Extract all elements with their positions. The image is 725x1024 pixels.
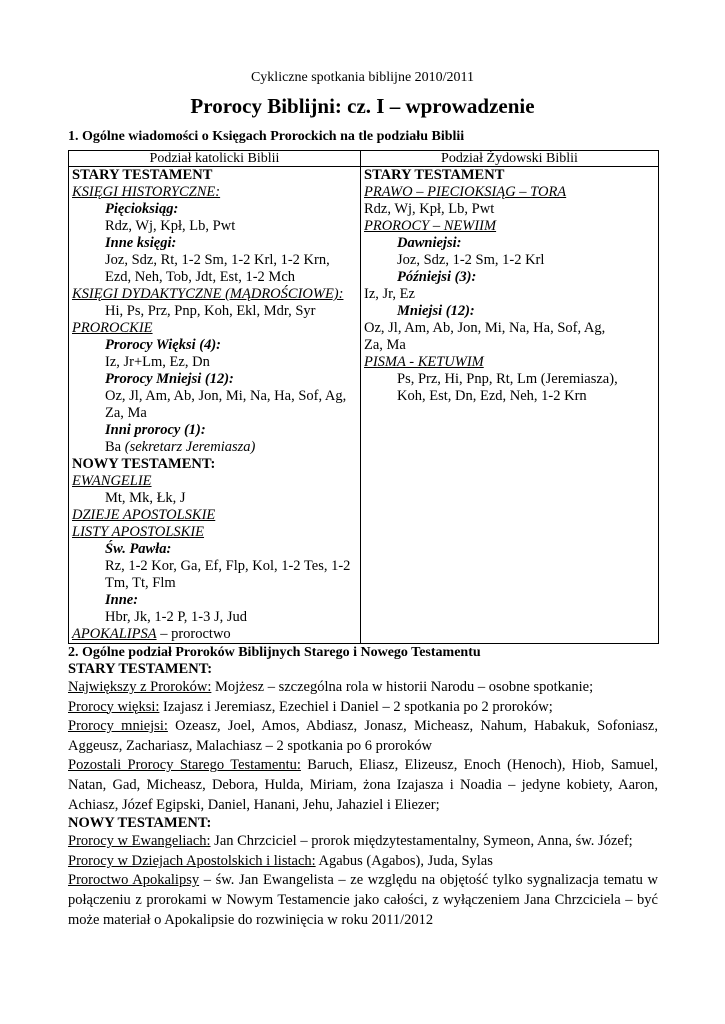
letters-heading: LISTY APOSTOLSKIE (72, 524, 205, 540)
other-books-heading: Inne księgi: (105, 235, 177, 251)
nt-heading: NOWY TESTAMENT: (72, 456, 216, 472)
other-letters-heading: Inne: (105, 592, 139, 608)
gospels-heading: EWANGELIE (72, 473, 152, 489)
minor-prophets-label: Prorocy mniejsi: (68, 718, 168, 735)
gospel-prophets-label: Prorocy w Ewangeliach: (68, 833, 211, 850)
paragraph-greatest-prophet (68, 678, 658, 698)
didactic-books-heading: KSIĘGI DYDAKTYCZNE (MĄDROŚCIOWE): (72, 286, 344, 302)
gospels-list: Mt, Mk, Łk, J (105, 490, 186, 506)
torah-heading: PRAWO – PIECIOKSIĄG – TORA (364, 184, 567, 200)
greatest-prophet-text: Mojżesz – szczególna rola w historii Narodu – osobne spotkanie; (211, 679, 594, 695)
section1-title: 1. Ogólne wiadomości o Księgach Prorockich na tle podziału Biblii (68, 129, 465, 144)
apocalypse-text: – św. Jan Ewangelista – ze względu na objętość tylko sygnalizacja tematu w połączeniu z prorokami w Nowym Testamencie jako całości, z wyłączeniem Jana Chrzciciela – być może materiał o Apokalipsie do rozwinięcia w roku 2011/2012 (68, 872, 659, 928)
gospel-prophets-text: Jan Chrzciciel – prorok międzytestamentalny, Symeon, Anna, św. Józef; (210, 833, 633, 850)
catholic-column (69, 167, 361, 644)
pentateuch-list: Rdz, Wj, Kpł, Lb, Pwt (105, 218, 236, 234)
paul-letters-list-2: Tm, Tt, Flm (105, 575, 176, 591)
paragraph-major-prophets (68, 698, 658, 718)
greatest-prophet-label: Największy z Proroków: (68, 679, 212, 695)
jewish-column (361, 167, 659, 644)
jewish-ot-heading: STARY TESTAMENT (364, 167, 505, 183)
minor-prophets-list-1: Oz, Jl, Am, Ab, Jon, Mi, Na, Ha, Sof, Ag, (105, 388, 347, 404)
col-header-catholic: Podział katolicki Biblii (69, 151, 361, 167)
other-books-list-2: Ezd, Neh, Tob, Jdt, Est, 1-2 Mch (105, 269, 296, 285)
pentateuch-heading: Pięcioksiąg: (105, 201, 179, 217)
ketuvim-heading: PISMA - KETUWIM (364, 354, 484, 370)
later-prophets-list: Iz, Jr, Ez (364, 286, 415, 302)
minor-prophets-list-2: Za, Ma (105, 405, 147, 421)
later-prophets-heading: Późniejsi (3): (397, 269, 477, 285)
other-books-list-1: Joz, Sdz, Rt, 1-2 Sm, 1-2 Krl, 1-2 Krn, (105, 252, 330, 268)
acts-heading: DZIEJE APOSTOLSKIE (72, 507, 216, 523)
other-prophets-heading: Inni prorocy (1): (105, 422, 206, 438)
major-prophets-heading: Prorocy Więksi (4): (105, 337, 221, 353)
historical-books-heading: KSIĘGI HISTORYCZNE: (72, 184, 221, 200)
other-prophets-list (72, 439, 357, 456)
other-letters-list: Hbr, Jk, 1-2 P, 1-3 J, Jud (105, 609, 248, 625)
ketuvim-list-1: Ps, Prz, Hi, Pnp, Rt, Lm (Jeremiasza), (397, 371, 618, 387)
paul-letters-heading: Św. Pawła: (105, 541, 172, 557)
paul-letters-list-1: Rz, 1-2 Kor, Ga, Ef, Flp, Kol, 1-2 Tes, 1-2 (105, 558, 351, 574)
paragraph-acts-prophets (68, 852, 658, 872)
apocalypse-heading: APOKALIPSA (72, 626, 157, 642)
other-ot-prophets-text: Baruch, Eliasz, Elizeusz, Enoch (Henoch), Hiob, Samuel, Natan, Gad, Micheasz, Debora, Hulda, Miriam, żona Izajasza i Noadia – jedyne kobiety, Aaron, Achiasz, Józef Egipski, Daniel, Hanani, Jehu, Jahaziel i Eliezer; (68, 757, 659, 813)
major-prophets-text: Izajasz i Jeremiasz, Ezechiel i Daniel – 2 spotkania po 2 proroków; (159, 698, 553, 715)
section2 (68, 644, 658, 930)
major-prophets-label: Prorocy więksi: (68, 698, 160, 715)
section2-ot-heading: STARY TESTAMENT: (68, 661, 213, 677)
col-header-jewish: Podział Żydowski Biblii (361, 151, 659, 167)
acts-prophets-label: Prorocy w Dziejach Apostolskich i listach: (68, 852, 316, 869)
ot-heading: STARY TESTAMENT (72, 167, 213, 183)
other-ot-prophets-label: Pozostali Prorocy Starego Testamentu: (68, 757, 301, 774)
paragraph-apocalypse (68, 871, 658, 930)
apocalypse-note: – proroctwo (156, 626, 231, 642)
didactic-books-list: Hi, Ps, Prz, Pnp, Koh, Ekl, Mdr, Syr (105, 303, 316, 319)
prophetic-books-heading: PROROCKIE (72, 320, 153, 336)
bible-division-table (68, 150, 659, 644)
acts-prophets-text: Agabus (Agabos), Juda, Sylas (315, 852, 493, 869)
paragraph-minor-prophets (68, 717, 658, 756)
paragraph-gospel-prophets (68, 832, 658, 852)
minor-prophets-text: Ozeasz, Joel, Amos, Abdiasz, Jonasz, Micheasz, Nahum, Habakuk, Sofoniasz, Aggeusz, Zachariasz, Malachiasz – 2 spotkania po 6 proroków (68, 718, 658, 754)
paragraph-other-ot-prophets (68, 756, 658, 815)
jewish-minor-list-2: Za, Ma (364, 337, 406, 353)
earlier-prophets-heading: Dawniejsi: (397, 235, 462, 251)
jewish-minor-list-1: Oz, Jl, Am, Ab, Jon, Mi, Na, Ha, Sof, Ag, (364, 320, 606, 336)
torah-list: Rdz, Wj, Kpł, Lb, Pwt (364, 201, 495, 217)
major-prophets-list: Iz, Jr+Lm, Ez, Dn (105, 354, 210, 370)
earlier-prophets-list: Joz, Sdz, 1-2 Sm, 1-2 Krl (397, 252, 545, 268)
apocalypse-row (72, 626, 357, 643)
minor-prophets-heading: Prorocy Mniejsi (12): (105, 371, 234, 387)
apocalypse-label: Proroctwo Apokalipsy (68, 872, 200, 889)
section2-nt-heading: NOWY TESTAMENT: (68, 815, 212, 832)
header-line: Cykliczne spotkania biblijne 2010/2011 (250, 70, 475, 85)
neviim-heading: PROROCY – NEWIIM (364, 218, 497, 234)
ketuvim-list-2: Koh, Est, Dn, Ezd, Neh, 1-2 Krn (397, 388, 587, 404)
baruch-label: Ba (105, 439, 122, 455)
baruch-note: (sekretarz Jeremiasza) (124, 439, 256, 455)
section2-title: 2. Ogólne podział Proroków Biblijnych Starego i Nowego Testamentu (68, 645, 481, 660)
page-title: Prorocy Biblijni: cz. I – wprowadzenie (190, 94, 535, 118)
jewish-minor-heading: Mniejsi (12): (397, 303, 475, 319)
